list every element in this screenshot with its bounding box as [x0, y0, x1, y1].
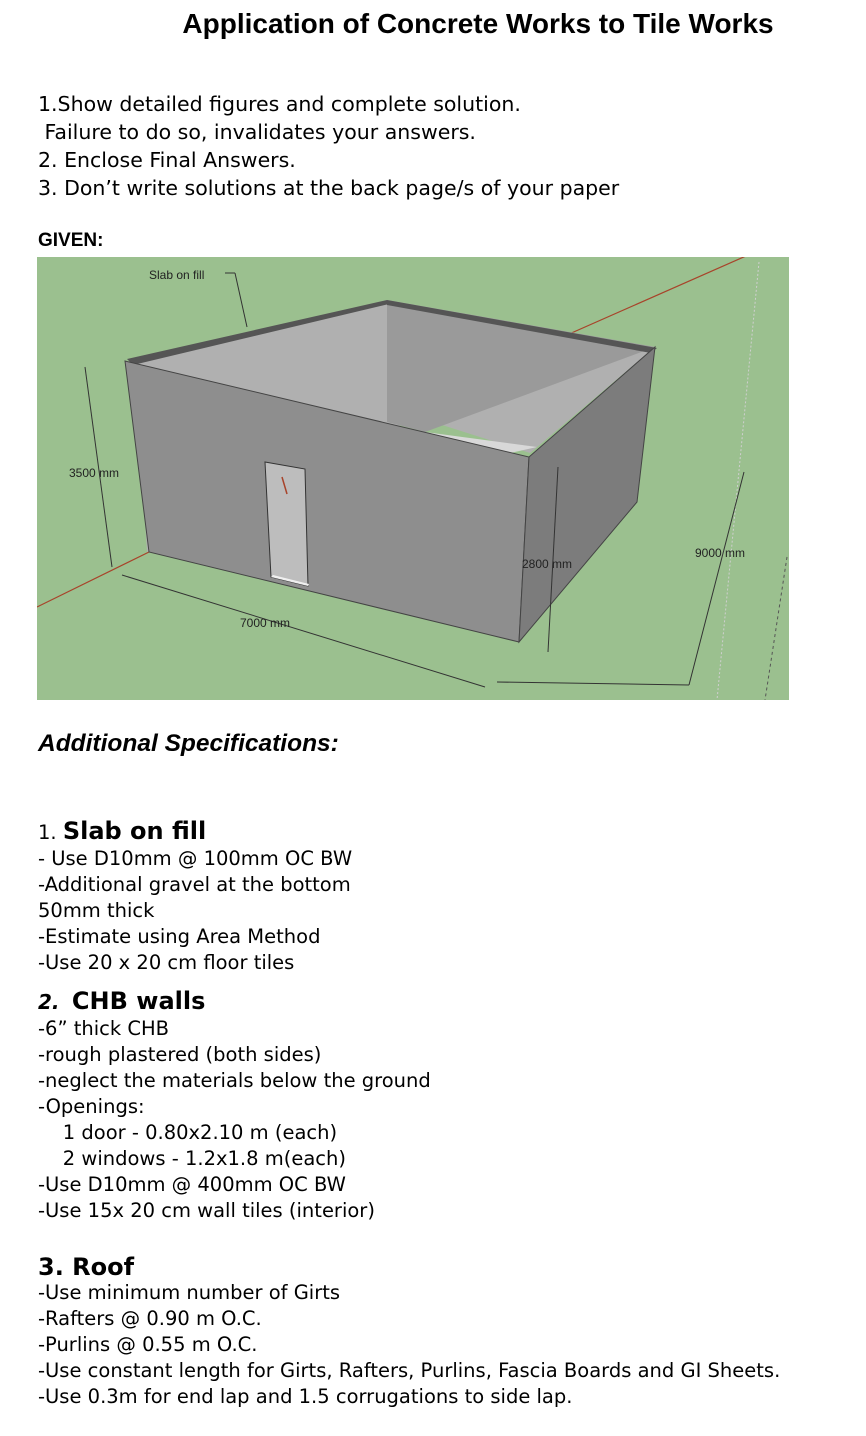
section-heading: 3. Roof	[38, 1253, 135, 1281]
given-label: GIVEN:	[38, 230, 104, 251]
instruction-line: 3. Don’t write solutions at the back page/s of your paper	[38, 176, 620, 200]
spec-item: 2 windows - 1.2x1.8 m(each)	[38, 1147, 346, 1170]
spec-item: -Estimate using Area Method	[38, 925, 321, 948]
additional-specifications-heading: Additional Specifications:	[38, 730, 339, 757]
roof-section	[38, 1228, 780, 1436]
spec-item: -Use 15x 20 cm wall tiles (interior)	[38, 1199, 375, 1222]
chb-section	[38, 962, 431, 1250]
section-heading: CHB walls	[71, 987, 206, 1015]
section-number: 2.	[38, 990, 60, 1014]
length-label: 7000 mm	[240, 616, 291, 630]
spec-item: -Additional gravel at the bottom	[38, 873, 351, 896]
inner-height-label: 2800 mm	[522, 557, 573, 571]
spec-item: -Use minimum number of Girts	[38, 1281, 341, 1304]
spec-item: -rough plastered (both sides)	[38, 1043, 322, 1066]
spec-item: -Use 20 x 20 cm floor tiles	[38, 951, 295, 974]
spec-item: 1 door - 0.80x2.10 m (each)	[38, 1121, 338, 1144]
instruction-line: Failure to do so, invalidates your answers.	[38, 120, 476, 144]
section-heading: Slab on fill	[62, 817, 207, 845]
slab-on-fill-label: Slab on fill	[149, 268, 205, 282]
height-label: 3500 mm	[69, 466, 120, 480]
spec-item: -Use 0.3m for end lap and 1.5 corrugations to side lap.	[38, 1385, 573, 1408]
spec-item: -Rafters @ 0.90 m O.C.	[38, 1307, 262, 1330]
spec-item: -Use D10mm @ 400mm OC BW	[38, 1173, 346, 1196]
spec-item: -Use constant length for Girts, Rafters, Purlins, Fascia Boards and GI Sheets.	[38, 1359, 781, 1382]
spec-item: -6” thick CHB	[38, 1017, 170, 1040]
spec-item: -Purlins @ 0.55 m O.C.	[38, 1333, 258, 1356]
instructions	[38, 90, 619, 202]
spec-item: -neglect the materials below the ground	[38, 1069, 431, 1092]
spec-item: 50mm thick	[38, 899, 155, 922]
section-number: 1.	[38, 821, 57, 844]
spec-item: - Use D10mm @ 100mm OC BW	[38, 847, 353, 870]
instruction-line: 2. Enclose Final Answers.	[38, 148, 296, 172]
page-title: Application of Concrete Works to Tile Works	[182, 8, 774, 39]
width-label: 9000 mm	[695, 546, 746, 560]
spec-item: -Openings:	[38, 1095, 145, 1118]
building-figure	[37, 257, 789, 700]
instruction-line: 1.Show detailed figures and complete solution.	[38, 92, 521, 116]
door-opening	[265, 462, 308, 586]
